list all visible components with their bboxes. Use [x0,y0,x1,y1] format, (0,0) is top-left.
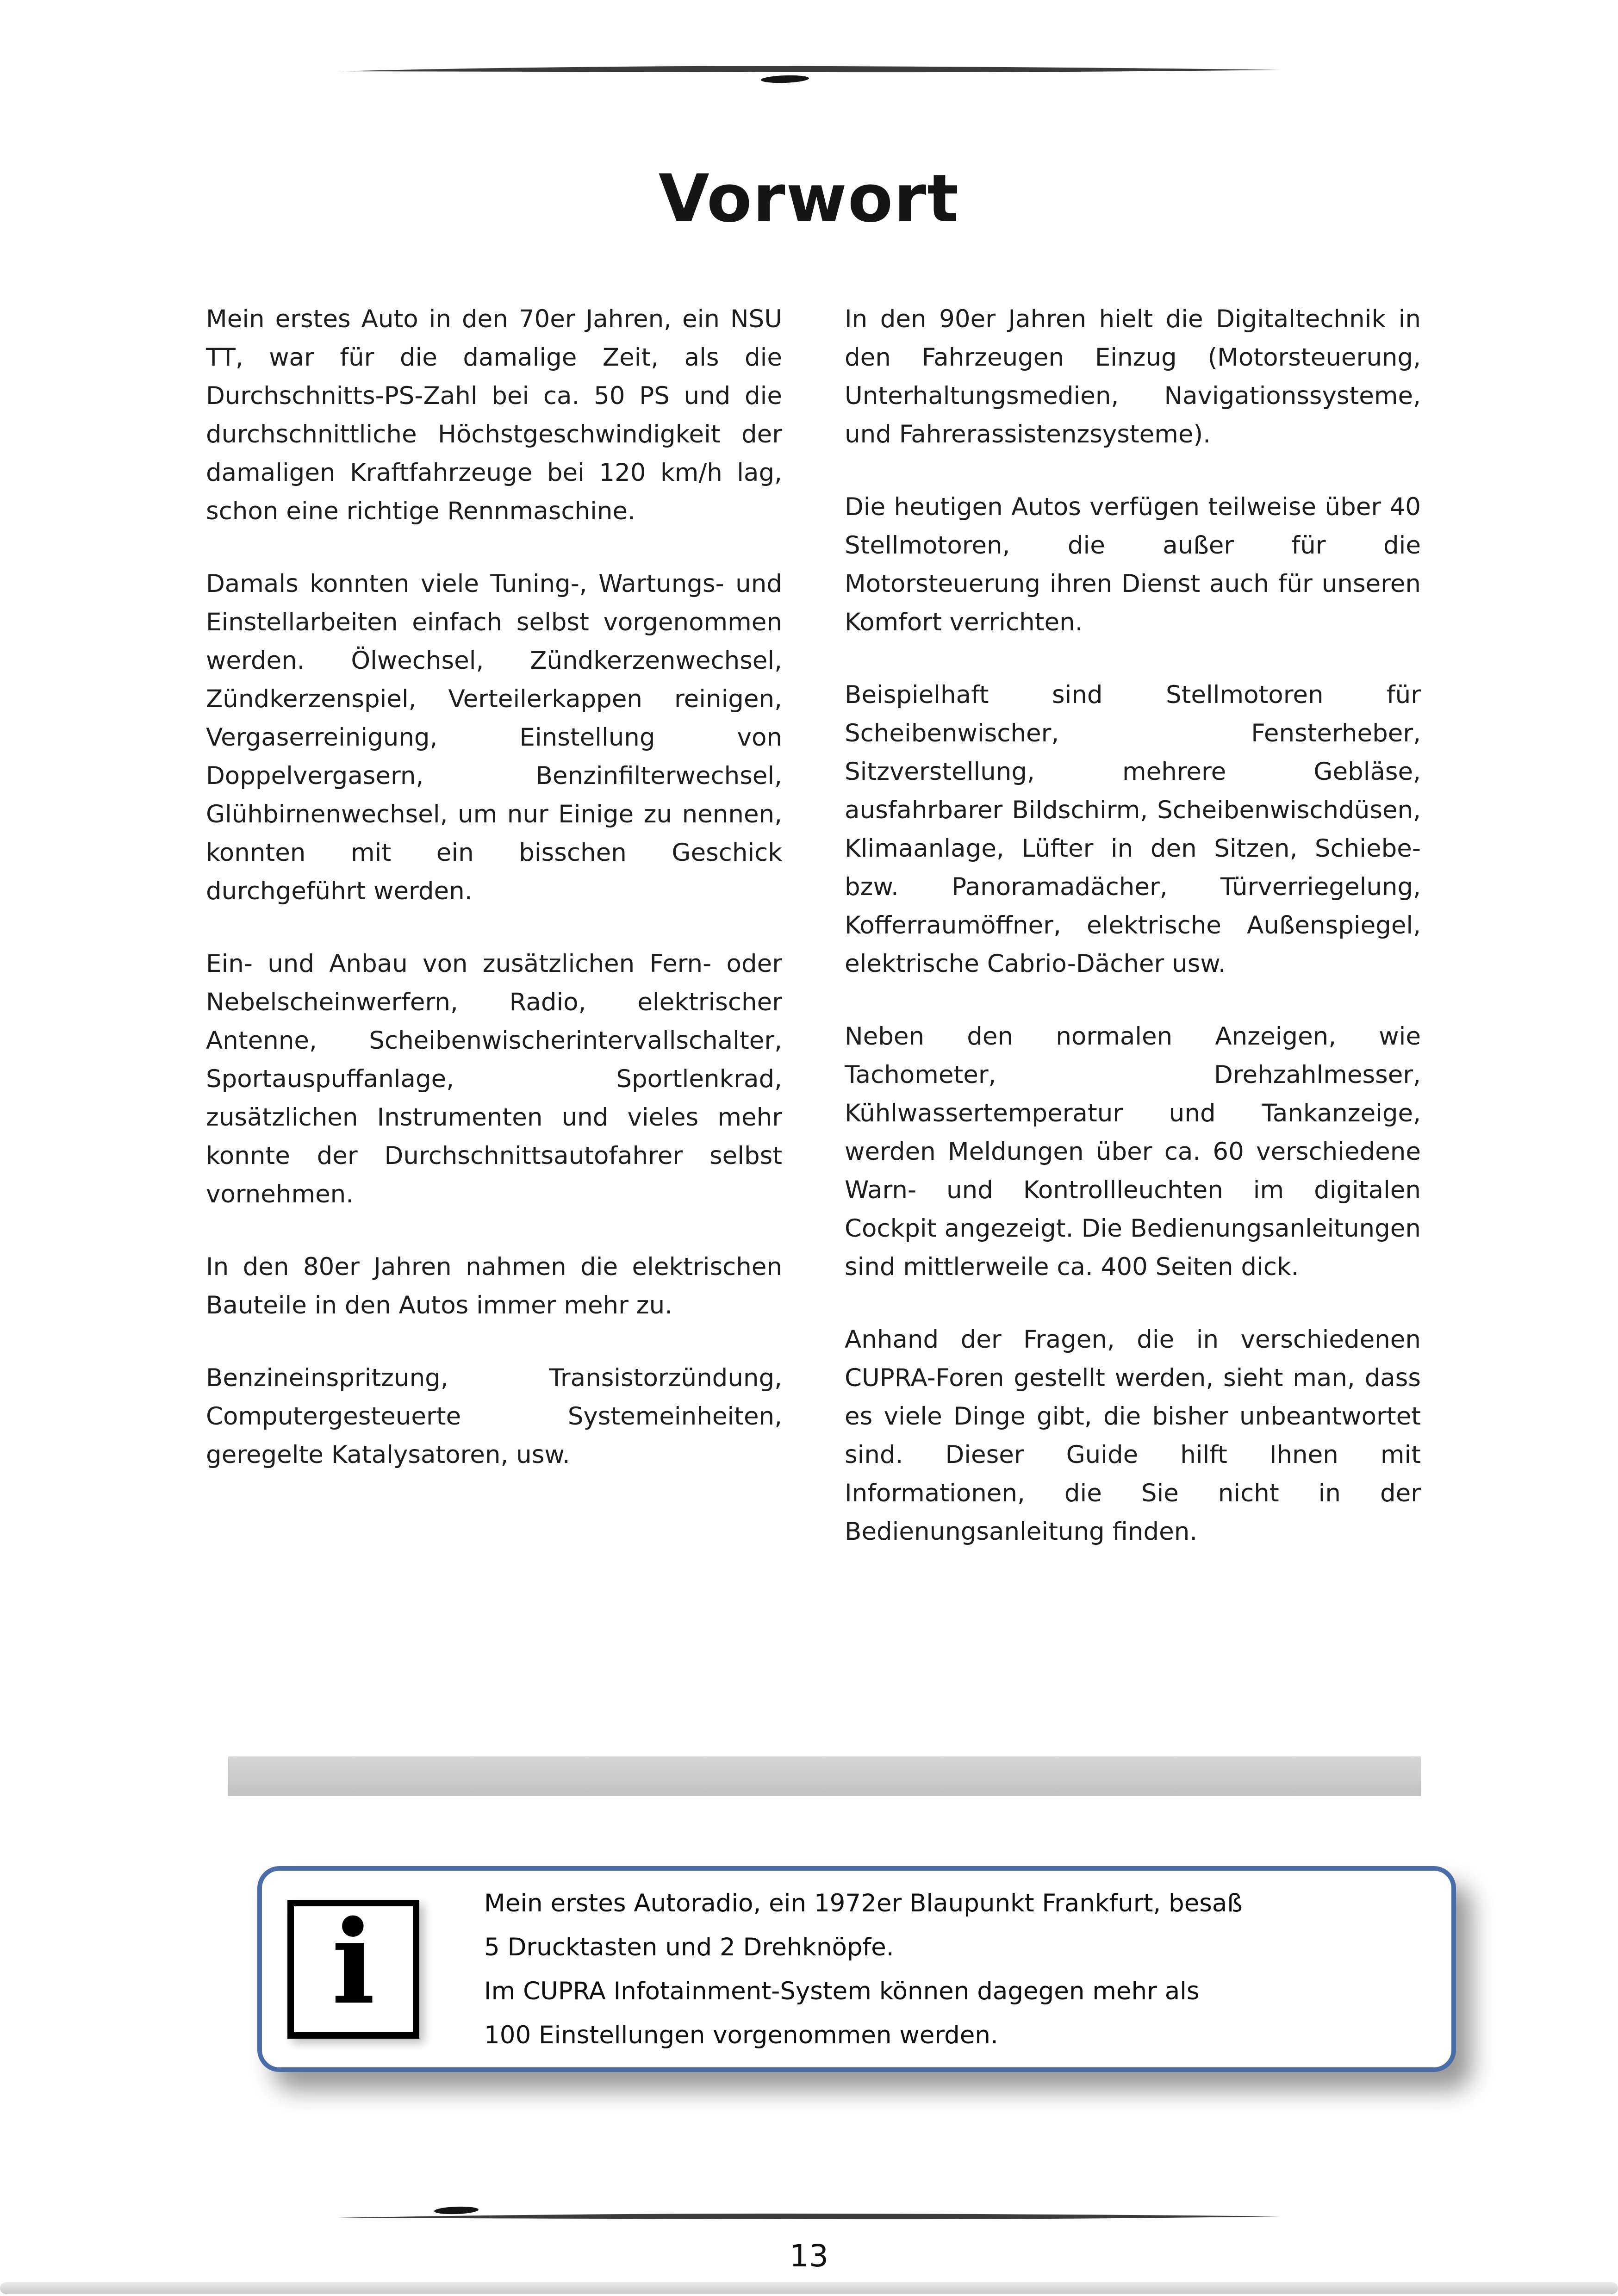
paragraph: Damals konnten viele Tuning-, Wartungs- und Einstellarbeiten einfach selbst vorgenommen werden. Ölwechsel, Zündkerzenwechsel, Zündkerzenspiel, Verteilerkappen reinigen, Vergaserreinigung, Einstellung von Doppelvergasern, Benzinfilterwechsel, Glühbirnenwechsel, um nur Einige zu nennen, konnten mit ein bisschen Geschick durchgeführt werden. [206,570,782,905]
info-box [257,1866,1456,2072]
page-bottom-edge [0,2282,1618,2294]
paragraph: In den 80er Jahren nahmen die elektrischen Bauteile in den Autos immer mehr zu. [206,1253,782,1319]
page-title: Vorwort [658,161,960,237]
paragraph: Neben den normalen Anzeigen, wie Tachometer, Drehzahlmesser, Kühlwassertemperatur und Tankanzeige, werden Meldungen über ca. 60 verschiedene Warn- und Kontrollleuchten im digitalen Cockpit angezeigt. Die Bedienungsanleitungen sind mittlerweile ca. 400 Seiten dick. [845,1022,1421,1281]
paragraph: Beispielhaft sind Stellmotoren für Scheibenwischer, Fensterheber, Sitzverstellung, mehrere Gebläse, ausfahrbarer Bildschirm, Scheibenwischdüsen, Klimaanlage, Lüfter in den Sitzen, Schiebe- bzw. Panoramadächer, Türverriegelung, Kofferraumöffner, elektrische Außenspiegel, elektrische Cabrio-Dächer usw. [845,681,1421,978]
left-column [206,300,782,1551]
bottom-divider-ornament [338,2204,1280,2232]
info-icon [287,1895,419,2039]
paragraph: In den 90er Jahren hielt die Digitaltechnik in den Fahrzeugen Einzug (Motorsteuerung, Unterhaltungsmedien, Navigationssysteme, und Fahrerassistenzsysteme). [845,305,1421,448]
paragraph: Die heutigen Autos verfügen teilweise über 40 Stellmotoren, die außer für die Motorsteuerung ihren Dienst auch für unseren Komfort verrichten. [845,493,1421,636]
page-number: 13 [790,2238,828,2274]
info-line: Im CUPRA Infotainment-System können dagegen mehr als [484,1977,1200,2005]
gray-divider-band [228,1756,1421,1796]
paragraph: Mein erstes Auto in den 70er Jahren, ein NSU TT, war für die damalige Zeit, als die Durchschnitts-PS-Zahl bei ca. 50 PS und die durchschnittliche Höchstgeschwindigkeit der damaligen Kraftfahrzeuge bei 120 km/h lag, schon eine richtige Rennmaschine. [206,305,782,525]
text-columns [206,300,1421,1551]
info-line: 100 Einstellungen vorgenommen werden. [484,2021,998,2049]
info-line: Mein erstes Autoradio, ein 1972er Blaupunkt Frankfurt, besaß [484,1889,1243,1917]
top-divider-ornament [338,58,1280,86]
info-box-text [484,1881,1243,2057]
paragraph: Benzineinspritzung, Transistorzündung, Computergesteuerte Systemeinheiten, geregelte Katalysatoren, usw. [206,1364,782,1469]
paragraph: Ein- und Anbau von zusätzlichen Fern- oder Nebelscheinwerfern, Radio, elektrischer Antenne, Scheibenwischerintervallschalter, Sportauspuffanlage, Sportlenkrad, zusätzlichen Instrumenten und vieles mehr konnte der Durchschnittsautofahrer selbst vornehmen. [206,950,782,1208]
right-column [845,300,1421,1551]
info-line: 5 Drucktasten und 2 Drehknöpfe. [484,1933,894,1961]
info-icon-glyph: i [331,1895,375,2030]
paragraph: Anhand der Fragen, die in verschiedenen CUPRA-Foren gestellt werden, sieht man, dass es viele Dinge gibt, die bisher unbeantwortet sind. Dieser Guide hilft Ihnen mit Informationen, die Sie nicht in der Bedienungsanleitung finden. [845,1325,1421,1546]
